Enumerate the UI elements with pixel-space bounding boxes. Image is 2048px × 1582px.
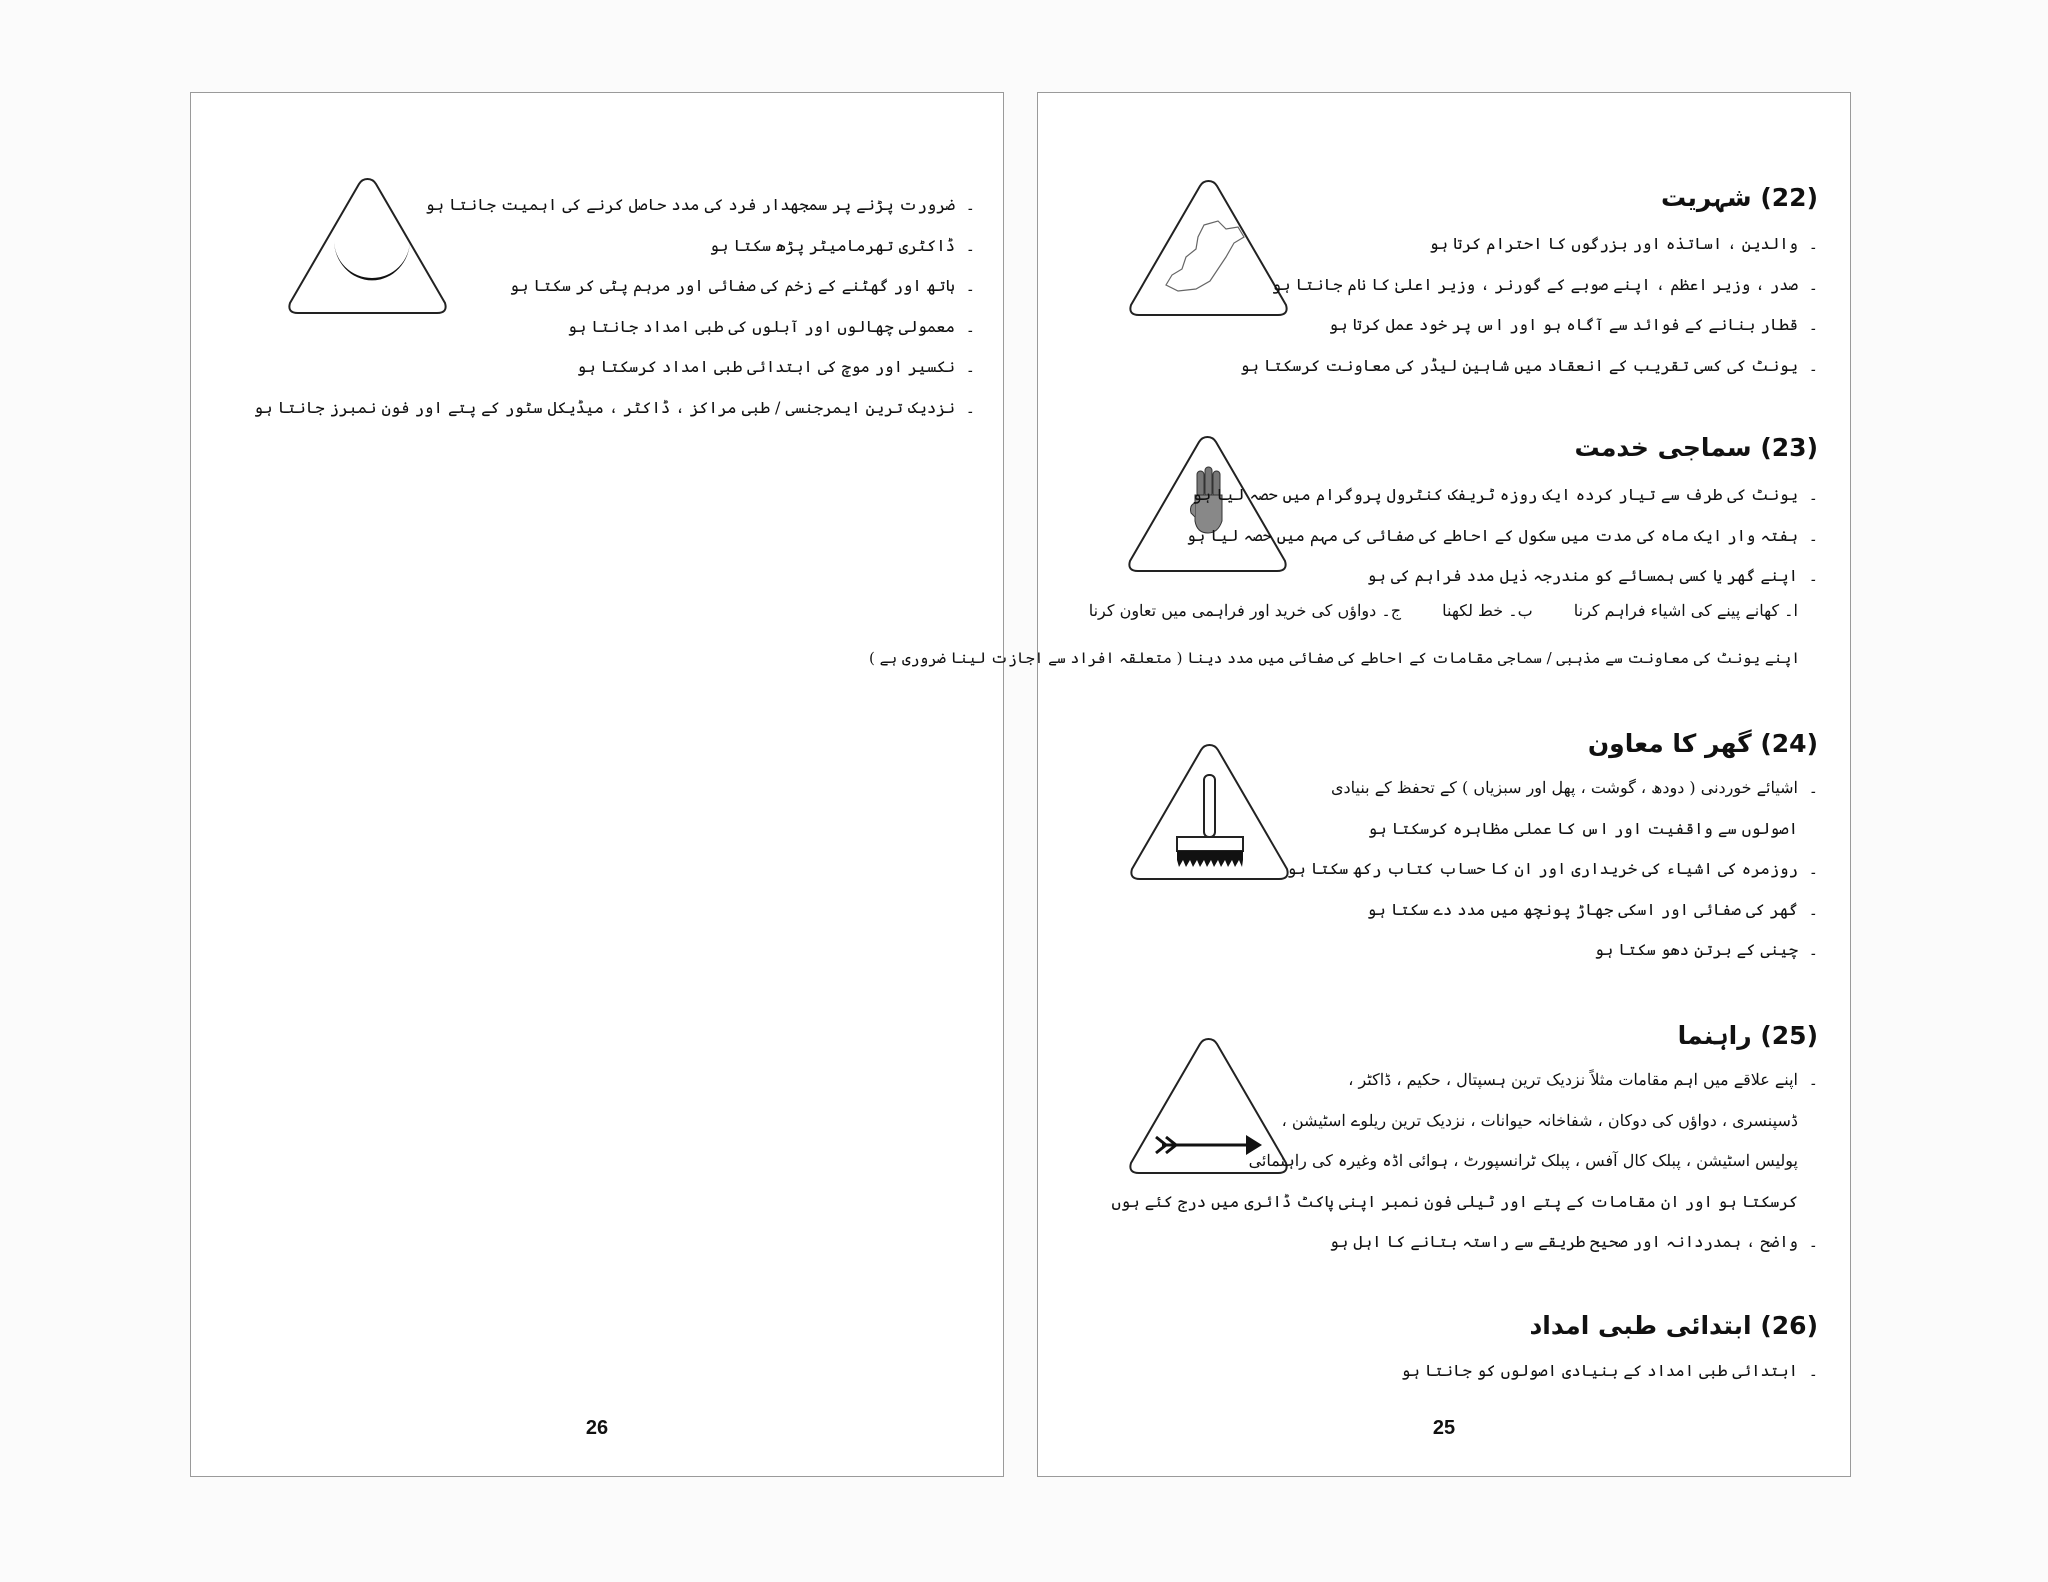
- list-item: ۔گھر کی صفائی اور اسکی جھاڑ پونچھ میں مدد دے سکتا ہو: [1367, 899, 1818, 919]
- list-item: ۔اپنے علاقے میں اہم مقامات مثلاً نزدیک ترین ہسپتال ، حکیم ، ڈاکٹر ،: [1348, 1070, 1818, 1089]
- list-item: ۔والدین ، اساتذہ اور بزرگوں کا احترام کرتا ہو: [1429, 234, 1818, 253]
- option-item: ب۔ خط لکھنا: [1442, 601, 1533, 620]
- list-item: ۔نکسیر اور موچ کی ابتدائی طبی امداد کرسکتا ہو: [576, 357, 975, 376]
- list-item: ۔صدر ، وزیر اعظم ، اپنے صوبے کے گورنر ، وزیر اعلیٰ کا نام جانتا ہو: [1271, 274, 1818, 294]
- list-item: ۔روزمرہ کی اشیاء کی خریداری اور ان کا حساب کتاب رکھ سکتا ہو: [1286, 859, 1818, 878]
- list-item: ۔واضح ، ہمدردانہ اور صحیح طریقے سے راستہ بتانے کا اہل ہو: [1329, 1232, 1818, 1251]
- section-24-items: [1287, 768, 1818, 971]
- home-helper-badge: [1127, 741, 1292, 883]
- page-number: 25: [1432, 1417, 1456, 1439]
- list-item: ۔ضرورت پڑنے پر سمجھدار فرد کی مدد حاصل کرنے کی اہمیت جانتا ہو: [425, 195, 975, 214]
- section-heading-22: (22) شہریت: [1660, 183, 1818, 212]
- page-left: [190, 92, 1004, 1477]
- broom-icon: [1127, 741, 1292, 883]
- list-item: ۔اپنے گھر یا کسی ہمسائے کو مندرجہ ذیل مدد فراہم کی ہو: [1367, 566, 1818, 585]
- option-item: ا۔ کھانے پینے کی اشیاء فراہم کرنا: [1573, 601, 1798, 620]
- section-22-items: [1240, 224, 1818, 386]
- list-item: ۔ہاتھ اور گھٹنے کے زخم کی صفائی اور مرہم پٹی کر سکتا ہو: [509, 276, 975, 295]
- section-heading-24: (24) گھر کا معاون: [1587, 729, 1818, 758]
- section-23-options: [1053, 601, 1798, 620]
- list-item: کرسکتا ہو اور ان مقامات کے پتے اور ٹیلی فون نمبر اپنی پاکٹ ڈائری میں درج کئے ہوں: [1111, 1191, 1798, 1211]
- page-right: [869, 92, 1851, 1477]
- list-item: ۔یونٹ کی کسی تقریب کے انعقاد میں شاہین لیڈر کی معاونت کرسکتا ہو: [1240, 355, 1818, 375]
- list-item: ۔اشیائے خوردنی ( دودھ ، گوشت ، پھل اور سبزیاں ) کے تحفظ کے بنیادی: [1330, 778, 1818, 797]
- section-heading-26: (26) ابتدائی طبی امداد: [1529, 1311, 1818, 1340]
- list-item: پولیس اسٹیشن ، پبلک کال آفس ، پبلک ٹرانسپورٹ ، ہوائی اڈہ وغیرہ کی راہنمائی: [1248, 1151, 1798, 1170]
- list-item: اصولوں سے واقفیت اور اس کا عملی مظاہرہ کرسکتا ہو: [1367, 818, 1798, 838]
- section-heading-23: (23) سماجی خدمت: [1574, 433, 1818, 462]
- list-item: ۔قطار بنانے کے فوائد سے آگاہ ہو اور اس پر خود عمل کرتا ہو: [1328, 315, 1818, 334]
- list-item: ۔یونٹ کی طرف سے تیار کردہ ایک روزہ ٹریفک کنٹرول پروگرام میں حصہ لیا ہو: [1192, 485, 1818, 504]
- list-item: ۔معمولی چھالوں اور آبلوں کی طبی امداد جانتا ہو: [567, 316, 975, 336]
- section-23-note: اپنے یونٹ کی معاونت سے مذہبی / سماجی مقامات کے احاطے کی صفائی میں مدد دینا ( متعلقہ افراد سے اجازت لینا ضروری ہے ): [869, 649, 1800, 667]
- list-item: ۔چینی کے برتن دھو سکتا ہو: [1594, 940, 1818, 959]
- list-item: ۔ابتدائی طبی امداد کے بنیادی اصولوں کو جانتا ہو: [1401, 1361, 1818, 1380]
- section-heading-25: (25) راہنما: [1677, 1021, 1818, 1050]
- option-item: ج۔ دواؤں کی خرید اور فراہمی میں تعاون کرنا: [1088, 601, 1402, 620]
- list-item: ۔نزدیک ترین ایمرجنسی / طبی مراکز ، ڈاکٹر ، میڈیکل سٹور کے پتے اور فون نمبرز جانتا ہو: [253, 397, 975, 417]
- section-25-items: [1112, 1060, 1818, 1263]
- page-number: 26: [585, 1417, 609, 1439]
- list-item: ڈسپنسری ، دواؤں کی دوکان ، شفاخانہ حیوانات ، نزدیک ترین ریلوے اسٹیشن ،: [1281, 1110, 1798, 1130]
- section-23-items: [1187, 475, 1818, 597]
- list-item: ۔ہفتہ وار ایک ماہ کی مدت میں سکول کے احاطے کی صفائی کی مہم میں حصہ لیا ہو: [1186, 525, 1818, 545]
- first-aid-items-list: [254, 185, 975, 428]
- section-26-items: [1401, 1351, 1818, 1392]
- list-item: ۔ڈاکٹری تھرمامیٹر پڑھ سکتا ہو: [709, 235, 975, 255]
